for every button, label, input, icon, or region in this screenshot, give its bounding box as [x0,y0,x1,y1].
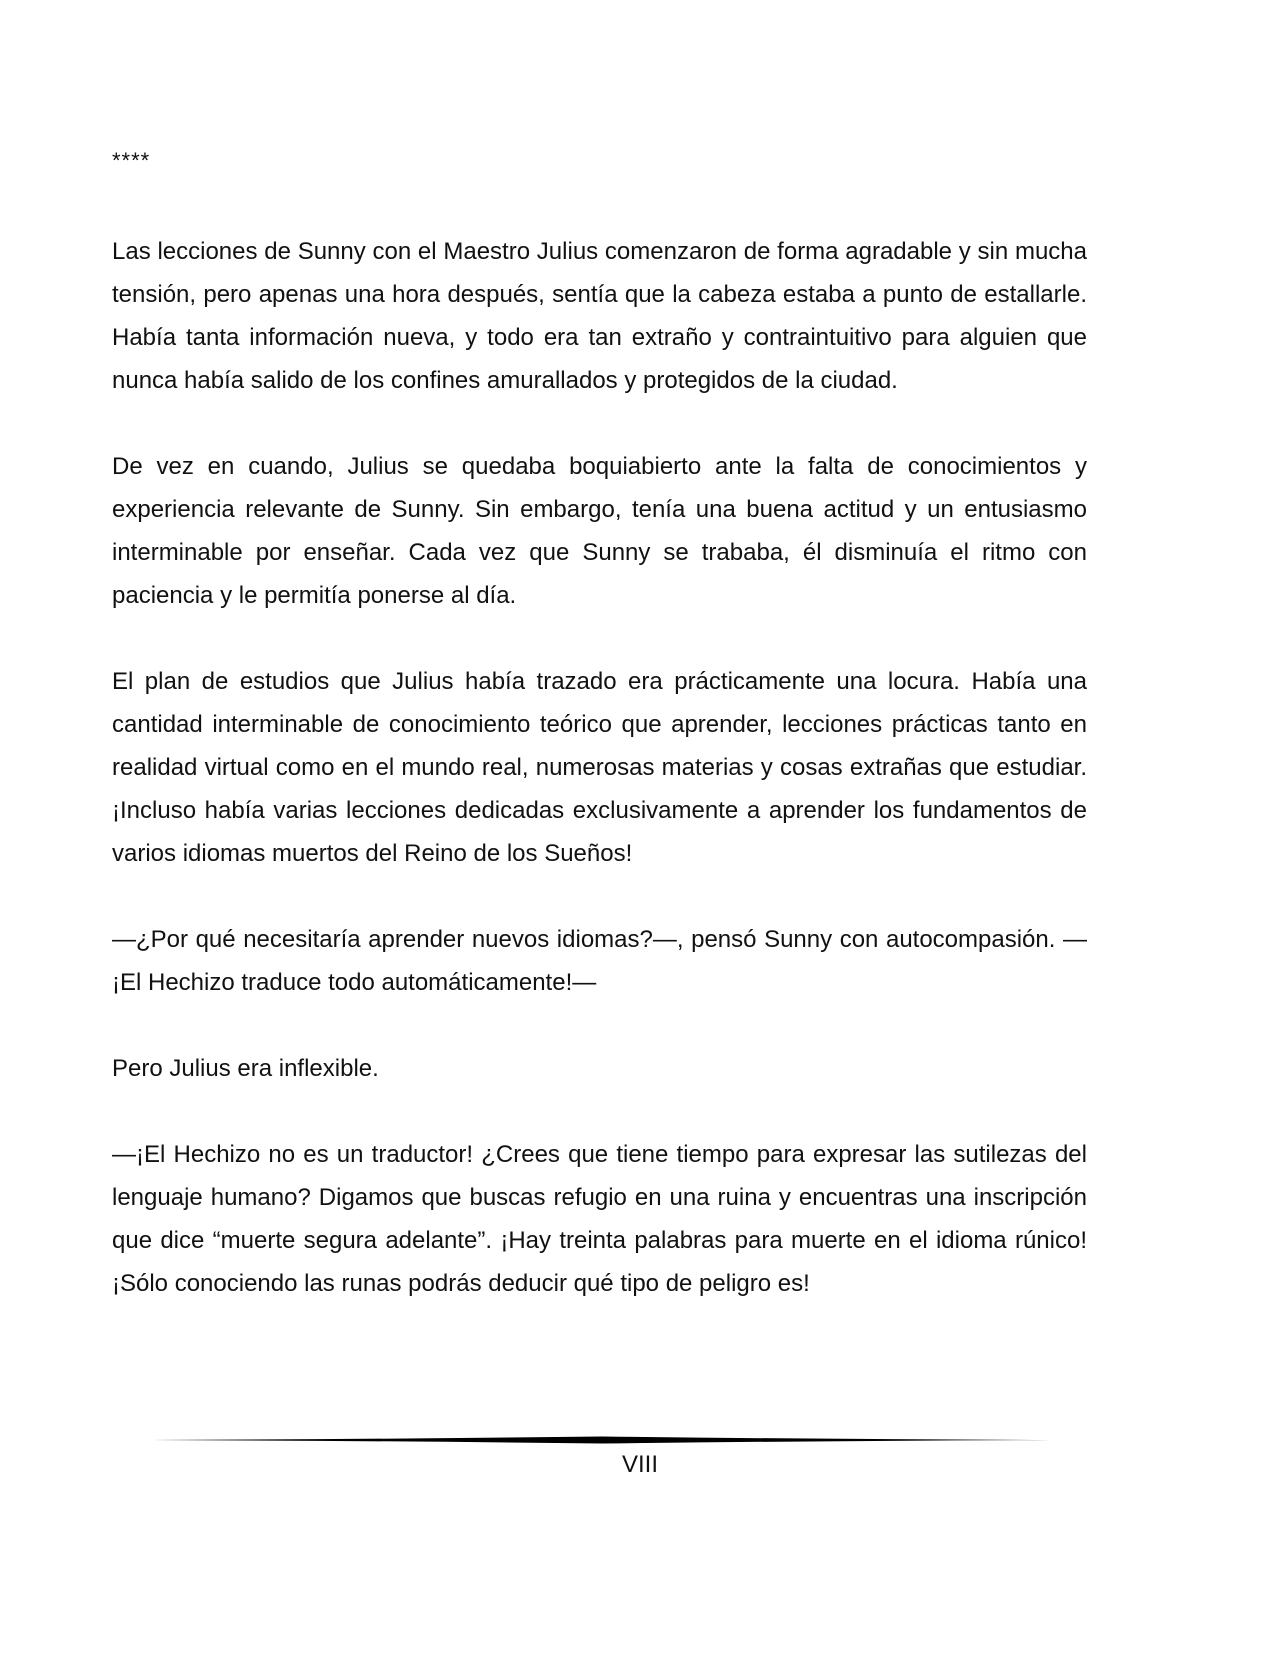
paragraph-4: —¿Por qué necesitaría aprender nuevos idiomas?—, pensó Sunny con autocompasión. —¡El Hechizo traduce todo automáticamente!— [112,926,1087,996]
page-number: VIII [621,1451,658,1478]
paragraph-1: Las lecciones de Sunny con el Maestro Julius comenzaron de forma agradable y sin mucha tensión, pero apenas una hora después, sentía que la cabeza estaba a punto de estallarle. Había tanta información nueva, y todo era tan extraño y contraintuitivo para alguien que nunca había salido de los confines amurallados y protegidos de la ciudad. [112,238,1087,394]
paragraph-2: De vez en cuando, Julius se quedaba boquiabierto ante la falta de conocimientos y experiencia relevante de Sunny. Sin embargo, tenía una buena actitud y un entusiasmo interminable por enseñar. Cada vez que Sunny se trababa, él disminuía el ritmo con paciencia y le permitía ponerse al día. [112,453,1087,609]
body-text [112,230,1087,1348]
paragraph-6: —¡El Hechizo no es un traductor! ¿Crees que tiene tiempo para expresar las sutilezas del lenguaje humano? Digamos que buscas refugio en una ruina y encuentras una inscripción que dice “muerte segura adelante”. ¡Hay treinta palabras para muerte en el idioma rúnico! ¡Sólo conociendo las runas podrás deducir qué tipo de peligro es! [112,1141,1087,1297]
section-break: **** [112,148,151,173]
footer-rule [152,1434,1052,1446]
paragraph-5: Pero Julius era inflexible. [112,1055,379,1082]
paragraph-3: El plan de estudios que Julius había trazado era prácticamente una locura. Había una cantidad interminable de conocimiento teórico que aprender, lecciones prácticas tanto en realidad virtual como en el mundo real, numerosas materias y cosas extrañas que estudiar. ¡Incluso había varias lecciones dedicadas exclusivamente a aprender los fundamentos de varios idiomas muertos del Reino de los Sueños! [112,668,1087,867]
